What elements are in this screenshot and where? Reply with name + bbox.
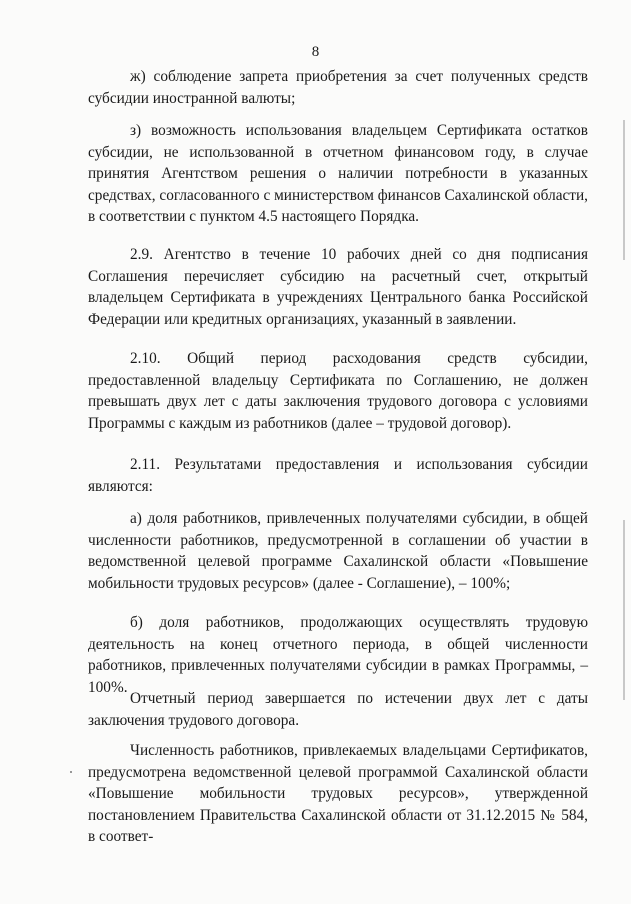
scan-edge-shadow <box>623 520 625 700</box>
paragraph-workers-count: Численность работников, привлекаемых владельцами Сертификатов, предусмотрена ведомственной целевой программой Сахалинской области «Повышение мобильности трудовых ресурсов», утвержденной постановлением Правительства Сахалинской области от 31.12.2015 № 584, в соответ- <box>88 742 588 846</box>
paragraph-2-11: 2.11. Результатами предоставления и использования субсидии являются: <box>88 456 588 495</box>
paragraph-a: а) доля работников, привлеченных получателями субсидии, в общей численности работников, предусмотренной в соглашении об участии в ведомственной целевой программе Сахалинской области «Повышение мобильности трудовых ресурсов» (далее - Соглашение), – 100%; <box>88 510 588 592</box>
scan-speck <box>70 771 72 773</box>
paragraph-2-10: 2.10. Общий период расходования средств субсидии, предоставленной владельцу Сертификата по Соглашению, не должен превышать двух лет с даты заключения трудового договора с условиями Программы с каждым из работников (далее – трудовой договор). <box>88 350 588 432</box>
paragraph-b: б) доля работников, продолжающих осуществлять трудовую деятельность на конец отчетного периода, в общей численности работников, привлеченных получателями субсидии в рамках Программы, – 100%. <box>88 614 588 696</box>
paragraph-z: з) возможность использования владельцем Сертификата остатков субсидии, не использованной в отчетном финансовом году, в случае принятия Агентством решения о наличии потребности в указанных средствах, согласованного с министерством финансов Сахалинской области, в соответствии с пунктом 4.5 настоящего Порядка. <box>88 122 588 226</box>
paragraph-reporting-period: Отчетный период завершается по истечении двух лет с даты заключения трудового договора. <box>88 690 588 729</box>
paragraph-2-9: 2.9. Агентство в течение 10 рабочих дней со дня подписания Соглашения перечисляет субсидию на расчетный счет, открытый владельцем Сертификата в учреждениях Центрального банка Российской Федерации или кредитных организациях, указанный в заявлении. <box>88 246 588 328</box>
paragraph-zh: ж) соблюдение запрета приобретения за счет полученных средств субсидии иностранной валюты; <box>88 68 588 107</box>
page-number: 8 <box>311 44 320 60</box>
scan-edge-shadow <box>623 120 625 260</box>
